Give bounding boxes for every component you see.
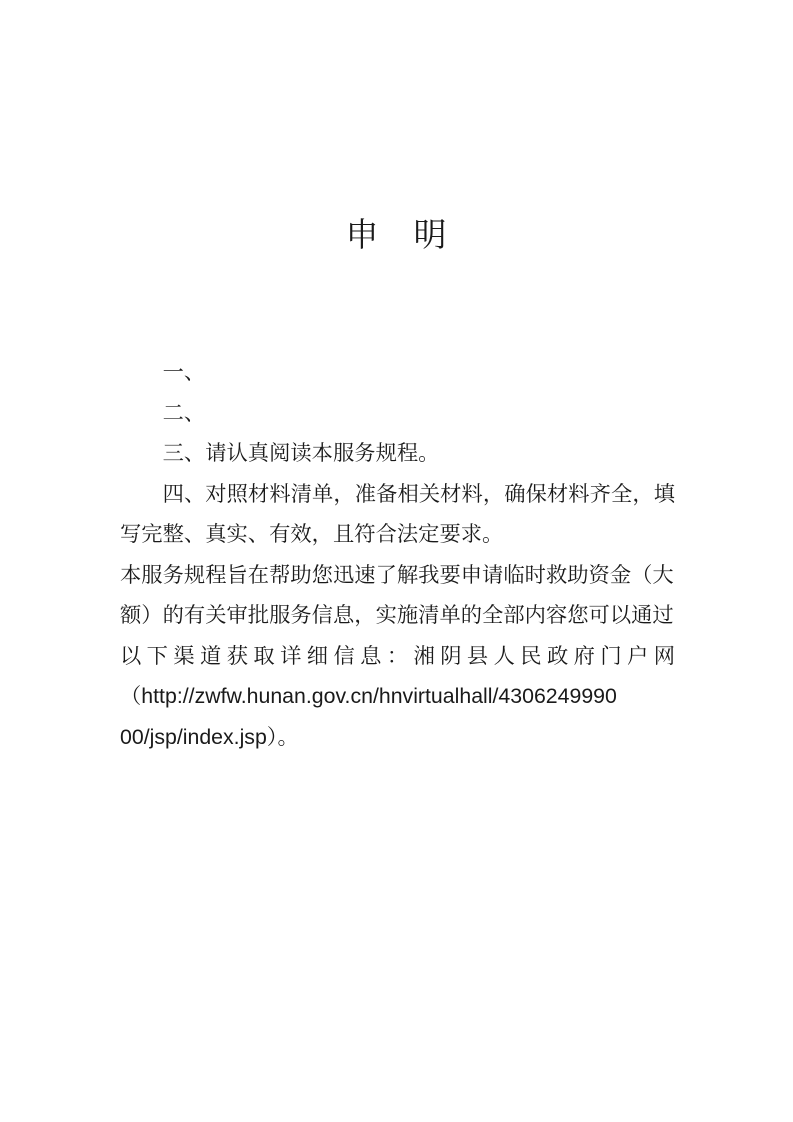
document-body [120,352,675,757]
list-item-4: 四、对照材料清单，准备相关材料，确保材料齐全，填写完整、真实、有效，且符合法定要求。 [120,481,675,546]
document-title: 申 明 [345,218,448,254]
url-text-line: （http://zwfw.hunan.gov.cn/hnvirtualhall/4306249990 [120,684,617,708]
url-text-line: 00/jsp/index.jsp）。 [120,724,299,749]
text-line: 以下渠道获取详细信息：湘阴县人民政府门户网 [120,643,675,668]
list-item-2: 二、 [162,400,206,425]
text-line: 额）的有关审批服务信息，实施清单的全部内容您可以通过 [120,603,674,627]
list-item-3: 三、请认真阅读本服务规程。 [162,441,440,465]
text-line: 本服务规程旨在帮助您迅速了解我要申请临时救助资金（大 [120,562,674,587]
list-item-1: 一、 [162,360,206,384]
body-paragraph [120,555,675,758]
